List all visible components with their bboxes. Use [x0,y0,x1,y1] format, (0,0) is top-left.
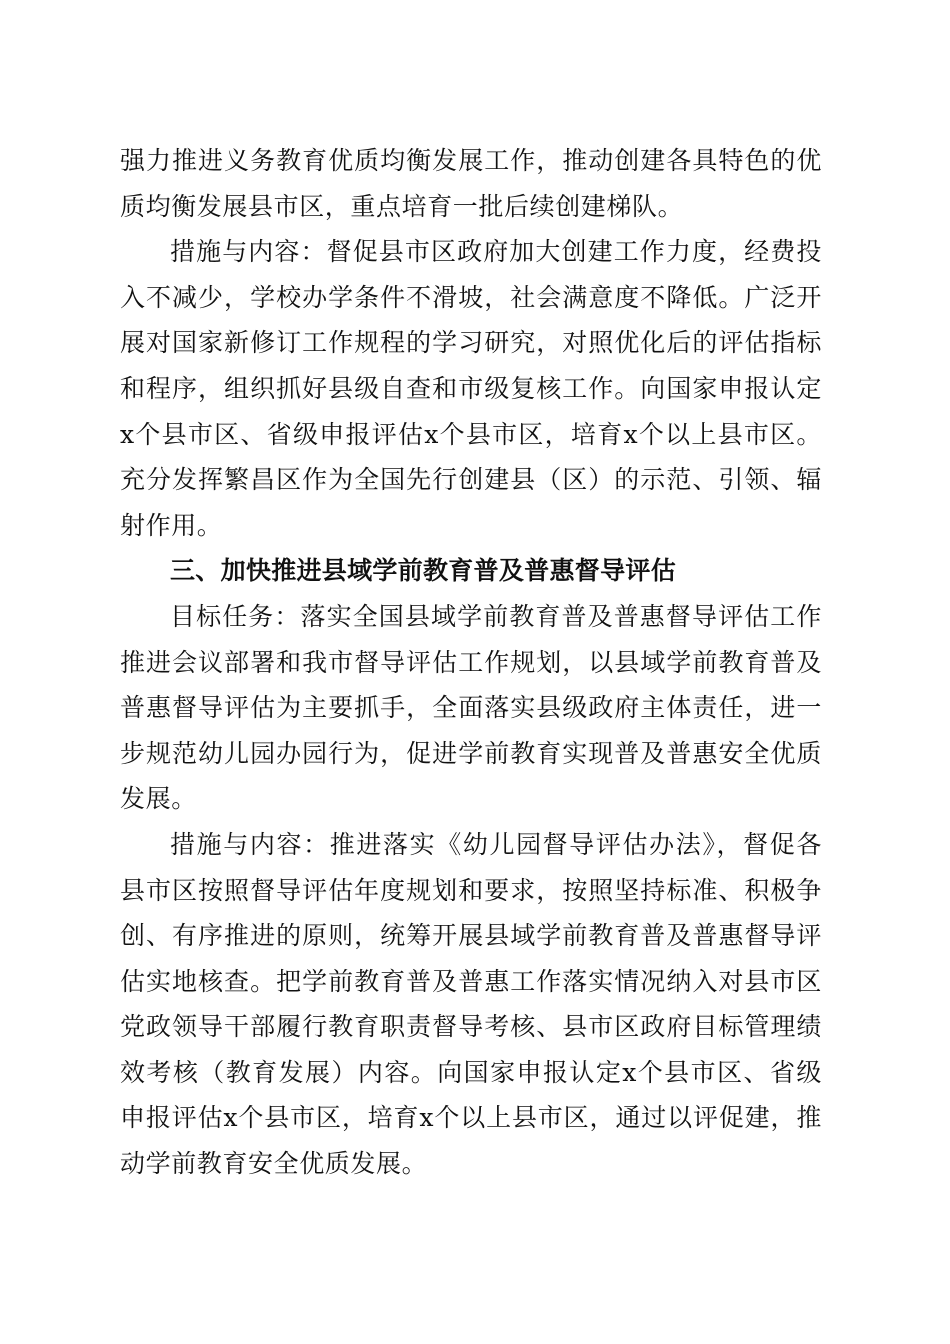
document-body [120,138,822,1187]
paragraph-goals-3: 目标任务：落实全国县域学前教育普及普惠督导评估工作推进会议部署和我市督导评估工作规划，以县域学前教育普及普惠督导评估为主要抓手，全面落实县级政府主体责任，进一步规范幼儿园办园行为，促进学前教育实现普及普惠安全优质发展。 [120,601,822,814]
paragraph-continuation: 强力推进义务教育优质均衡发展工作，推动创建各具特色的优质均衡发展县市区，重点培育一批后续创建梯队。 [120,146,822,221]
paragraph-measures-3: 措施与内容：推进落实《幼儿园督导评估办法》，督促各县市区按照督导评估年度规划和要求，按照坚持标准、积极争创、有序推进的原则，统筹开展县域学前教育普及普惠督导评估实地核查。把学前教育普及普惠工作落实情况纳入对县市区党政领导干部履行教育职责督导考核、县市区政府目标管理绩效考核（教育发展）内容。向国家申报认定x个县市区、省级申报评估x个县市区，培育x个以上县市区，通过以评促建，推动学前教育安全优质发展。 [120,829,822,1179]
section-heading-3: 三、加快推进县域学前教育普及普惠督导评估 [170,556,677,586]
paragraph-measures-1: 措施与内容：督促县市区政府加大创建工作力度，经费投入不减少，学校办学条件不滑坡，社会满意度不降低。广泛开展对国家新修订工作规程的学习研究，对照优化后的评估指标和程序，组织抓好县级自查和市级复核工作。向国家申报认定x个县市区、省级申报评估x个县市区，培育x个以上县市区。充分发挥繁昌区作为全国先行创建县（区）的示范、引领、辐射作用。 [120,237,822,540]
